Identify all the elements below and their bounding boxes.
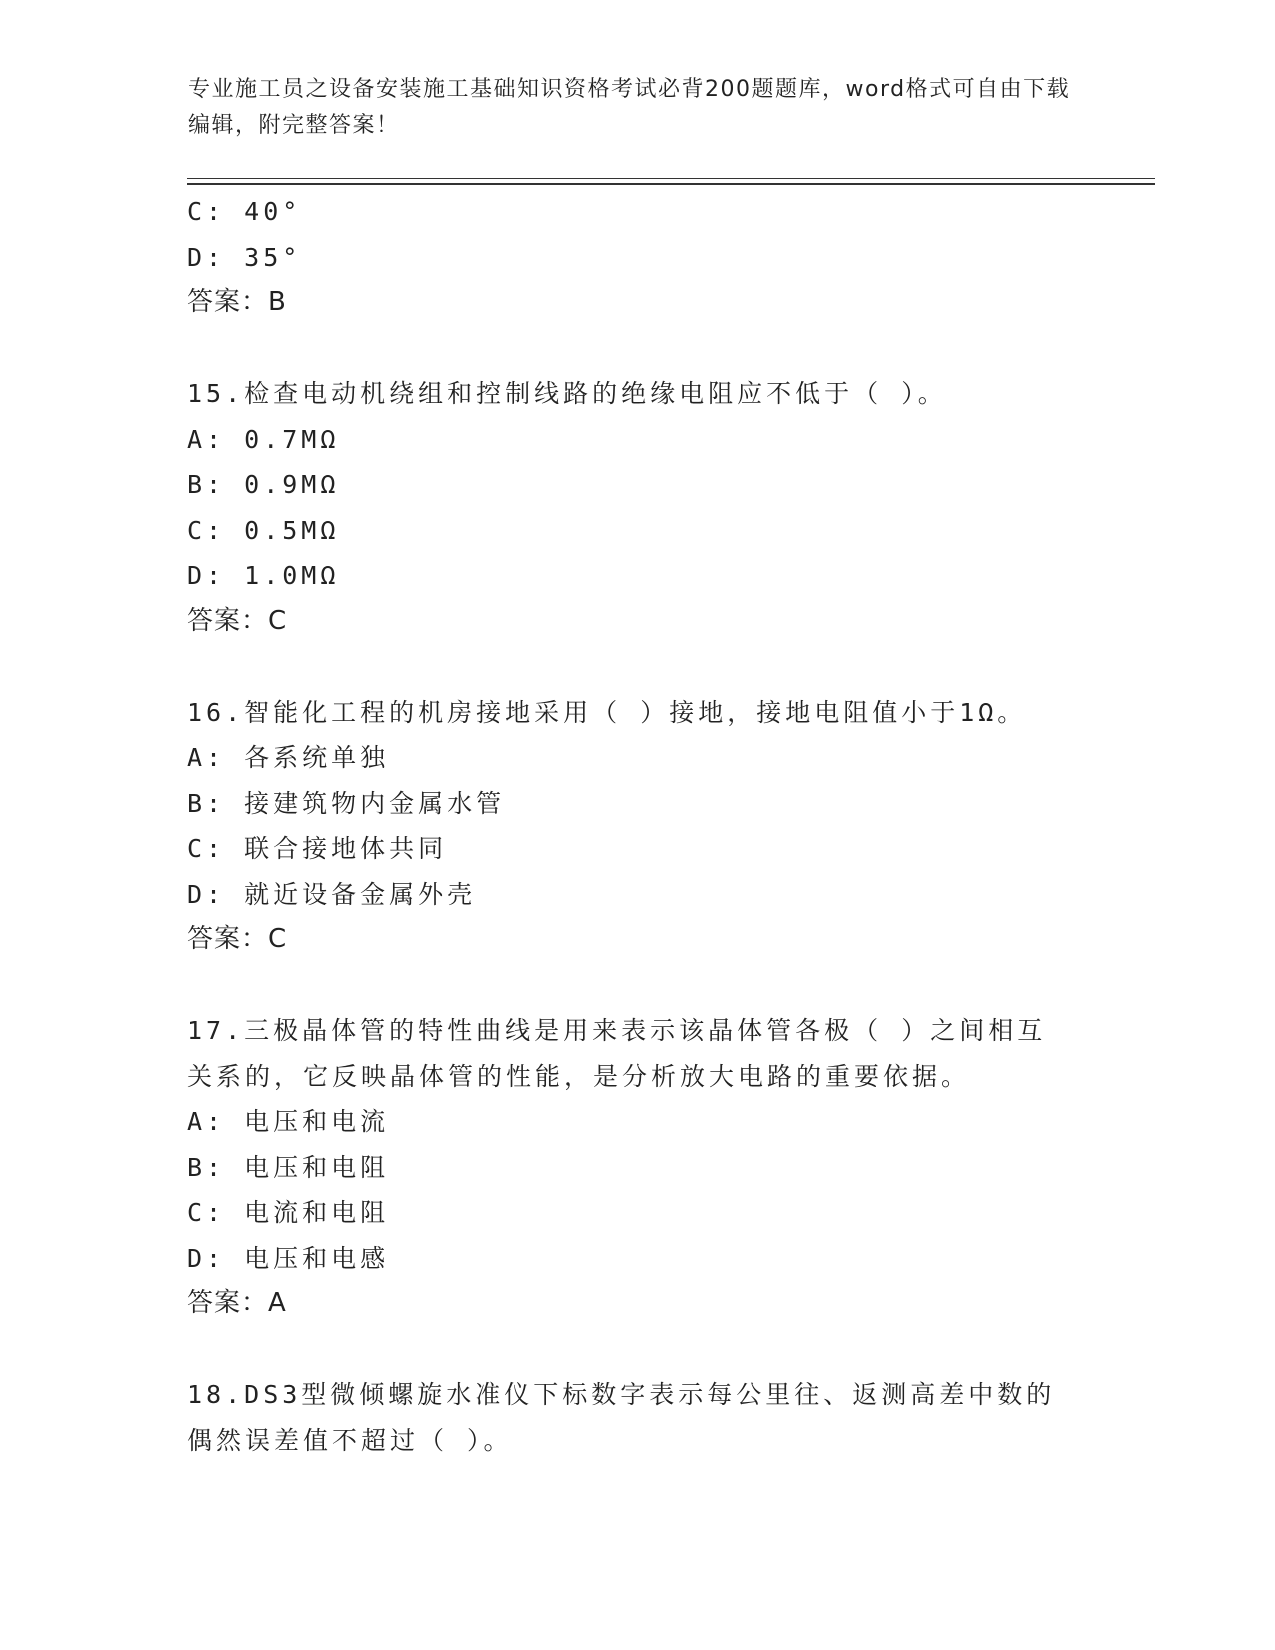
option-a: A: 电压和电流 xyxy=(187,1107,390,1136)
option-b: B: 0.9MΩ xyxy=(187,470,340,499)
option-d: D: 就近设备金属外壳 xyxy=(187,879,477,909)
option-b: B: 电压和电阻 xyxy=(187,1152,390,1182)
question-list xyxy=(187,189,1087,1463)
question-title: 16.智能化工程的机房接地采用（ ）接地，接地电阻值小于1Ω。 xyxy=(187,697,1027,727)
option-c: C: 0.5MΩ xyxy=(187,515,340,545)
question-16 xyxy=(187,690,1087,963)
option-c: C: 联合接地体共同 xyxy=(187,834,448,863)
option-c: C: 40° xyxy=(187,197,302,226)
answer-line: 答案：A xyxy=(187,1288,287,1318)
question-18 xyxy=(187,1372,1087,1463)
question-title: 18.DS3型微倾螺旋水准仪下标数字表示每公里往、返测高差中数的偶然误差值不超过（ ）。 xyxy=(187,1380,1056,1455)
option-a: A: 各系统单独 xyxy=(187,743,390,772)
answer-line: 答案：B xyxy=(187,287,287,317)
question-17 xyxy=(187,1008,1087,1327)
answer-line: 答案：C xyxy=(187,605,288,636)
question-title: 15.检查电动机绕组和控制线路的绝缘电阻应不低于（ ）。 xyxy=(187,379,947,408)
header-divider xyxy=(187,178,1155,179)
option-b: B: 接建筑物内金属水管 xyxy=(187,788,506,818)
header-divider-thick xyxy=(187,183,1155,185)
option-d: D: 电压和电感 xyxy=(187,1243,390,1273)
option-a: A: 0.7MΩ xyxy=(187,424,340,454)
option-c: C: 电流和电阻 xyxy=(187,1198,390,1227)
answer-line: 答案：C xyxy=(187,924,288,954)
document-header: 专业施工员之设备安装施工基础知识资格考试必背200题题库，word格式可自由下载编辑，附完整答案！ xyxy=(188,77,1071,138)
question-15 xyxy=(187,371,1087,644)
option-d: D: 1.0MΩ xyxy=(187,561,340,590)
question-title: 17.三极晶体管的特性曲线是用来表示该晶体管各极（ ）之间相互关系的，它反映晶体管的性能，是分析放大电路的重要依据。 xyxy=(187,1016,1047,1091)
option-d: D: 35° xyxy=(187,242,302,272)
